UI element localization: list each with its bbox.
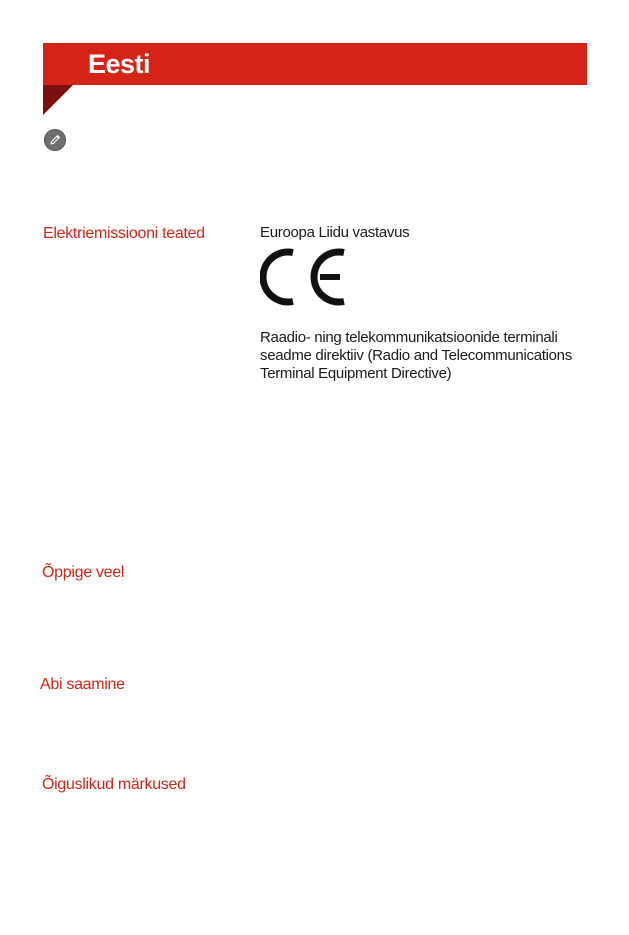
pencil-icon-graphic	[44, 129, 66, 151]
banner-fold	[43, 85, 73, 115]
section-heading-emission: Elektriemissiooni teated	[43, 225, 205, 242]
section-heading-legal: Õiguslikud märkused	[42, 776, 186, 793]
ce-mark-graphic	[260, 246, 348, 308]
eu-compliance-heading: Euroopa Liidu vastavus	[260, 224, 410, 241]
section-heading-get-help: Abi saamine	[40, 676, 125, 693]
section-heading-learn-more: Õppige veel	[42, 564, 125, 581]
pencil-icon	[44, 129, 66, 151]
rtte-directive-text: Raadio- ning telekommunikatsioonide terminali seadme direktiiv (Radio and Telecommunications Terminal Equipment Directive)	[260, 329, 572, 382]
banner-title: Eesti	[88, 49, 151, 79]
ce-mark-logo	[260, 246, 348, 313]
